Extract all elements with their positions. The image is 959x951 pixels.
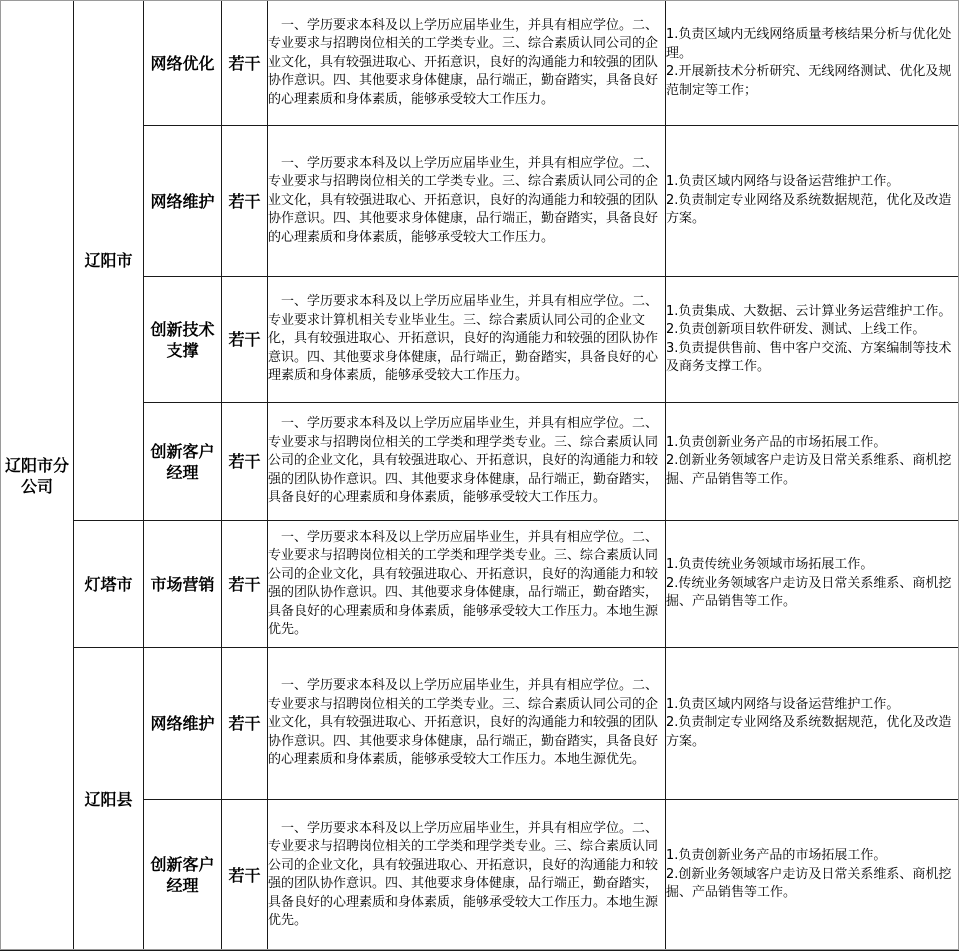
city-cell — [74, 521, 144, 648]
table-row — [1, 126, 959, 277]
duty-line: 1.负责区域内无线网络质量考核结果分析与优化处理。 — [666, 26, 959, 63]
count-cell — [222, 800, 268, 951]
post-count: 若干 — [228, 330, 260, 349]
post-count: 若干 — [228, 714, 260, 733]
post-name: 网络维护 — [150, 714, 214, 733]
duties-cell — [666, 648, 959, 800]
duties-cell — [666, 800, 959, 951]
city-name: 辽阳市 — [84, 251, 132, 270]
duty-line: 2.创新业务领域客户走访及日常关系维系、商机挖掘、产品销售等工作。 — [666, 866, 959, 903]
table-row — [1, 277, 959, 403]
post-name: 市场营销 — [150, 575, 214, 594]
requirements-cell: 一、学历要求本科及以上学历应届毕业生，并具有相应学位。二、专业要求与招聘岗位相关的工学类和理学类专业。三、综合素质认同公司的企业文化，具有较强进取心、开拓意识，良好的沟通能力和较强的团队协作意识。四、其他要求身体健康，品行端正，勤奋踏实，具备良好的心理素质和身体素质，能够承受较大工作压力。本地生源优先。 — [268, 521, 666, 648]
table-row — [1, 403, 959, 521]
post-count: 若干 — [228, 452, 260, 471]
post-count: 若干 — [228, 866, 260, 885]
company-name: 辽阳市分公司 — [5, 456, 69, 496]
city-cell — [74, 1, 144, 521]
city-name: 辽阳县 — [84, 790, 132, 809]
post-count: 若干 — [228, 192, 260, 211]
table-row — [1, 1, 959, 126]
post-name: 网络优化 — [150, 54, 214, 73]
post-cell — [144, 521, 222, 648]
duty-line: 1.负责区域内网络与设备运营维护工作。 — [666, 696, 959, 715]
post-cell — [144, 800, 222, 951]
post-cell — [144, 277, 222, 403]
duty-line: 1.负责区域内网络与设备运营维护工作。 — [666, 173, 959, 192]
requirements-cell: 一、学历要求本科及以上学历应届毕业生，并具有相应学位。二、专业要求与招聘岗位相关的工学类专业。三、综合素质认同公司的企业文化，具有较强进取心、开拓意识，良好的沟通能力和较强的团队协作意识。四、其他要求身体健康，品行端正，勤奋踏实，具备良好的心理素质和身体素质，能够承受较大工作压力。本地生源优先。 — [268, 648, 666, 800]
count-cell — [222, 126, 268, 277]
requirements-cell: 一、学历要求本科及以上学历应届毕业生，并具有相应学位。二、专业要求与招聘岗位相关的工学类和理学类专业。三、综合素质认同公司的企业文化，具有较强进取心、开拓意识，良好的沟通能力和较强的团队协作意识。四、其他要求身体健康，品行端正，勤奋踏实，具备良好的心理素质和身体素质，能够承受较大工作压力。本地生源优先。 — [268, 800, 666, 951]
duty-line: 1.负责创新业务产品的市场拓展工作。 — [666, 434, 959, 453]
duty-line: 2.开展新技术分析研究、无线网络测试、优化及规范制定等工作； — [666, 63, 959, 100]
duties-cell — [666, 126, 959, 277]
post-name: 创新技术支撑 — [150, 320, 214, 360]
city-name: 灯塔市 — [84, 575, 132, 594]
duty-line: 2.负责制定专业网络及系统数据规范，优化及改造方案。 — [666, 714, 959, 751]
post-count: 若干 — [228, 575, 260, 594]
table-row — [1, 800, 959, 951]
post-name: 网络维护 — [150, 192, 214, 211]
count-cell — [222, 1, 268, 126]
duty-line: 1.负责传统业务领域市场拓展工作。 — [666, 556, 959, 575]
duty-line: 2.负责制定专业网络及系统数据规范，优化及改造方案。 — [666, 192, 959, 229]
post-cell — [144, 1, 222, 126]
duties-cell — [666, 277, 959, 403]
duty-line: 1.负责创新业务产品的市场拓展工作。 — [666, 847, 959, 866]
duty-line: 3.负责提供售前、售中客户交流、方案编制等技术及商务支撑工作。 — [666, 340, 959, 377]
post-count: 若干 — [228, 54, 260, 73]
duties-cell — [666, 1, 959, 126]
duty-line: 2.负责创新项目软件研发、测试、上线工作。 — [666, 321, 959, 340]
duties-cell — [666, 403, 959, 521]
post-cell — [144, 403, 222, 521]
count-cell — [222, 648, 268, 800]
duty-line: 2.创新业务领域客户走访及日常关系维系、商机挖掘、产品销售等工作。 — [666, 452, 959, 489]
post-cell — [144, 126, 222, 277]
duties-cell — [666, 521, 959, 648]
table-row — [1, 521, 959, 648]
duty-line: 2.传统业务领域客户走访及日常关系维系、商机挖掘、产品销售等工作。 — [666, 575, 959, 612]
requirements-cell: 一、学历要求本科及以上学历应届毕业生，并具有相应学位。二、专业要求与招聘岗位相关的工学类和理学类专业。三、综合素质认同公司的企业文化，具有较强进取心、开拓意识，良好的沟通能力和较强的团队协作意识。四、其他要求身体健康，品行端正，勤奋踏实，具备良好的心理素质和身体素质，能够承受较大工作压力。 — [268, 403, 666, 521]
city-cell — [74, 648, 144, 951]
count-cell — [222, 277, 268, 403]
count-cell — [222, 521, 268, 648]
requirements-cell: 一、学历要求本科及以上学历应届毕业生，并具有相应学位。二、专业要求与招聘岗位相关的工学类专业。三、综合素质认同公司的企业文化，具有较强进取心、开拓意识，良好的沟通能力和较强的团队协作意识。四、其他要求身体健康，品行端正，勤奋踏实，具备良好的心理素质和身体素质，能够承受较大工作压力。 — [268, 1, 666, 126]
post-cell — [144, 648, 222, 800]
company-cell — [1, 1, 74, 951]
post-name: 创新客户经理 — [150, 855, 214, 895]
table-row — [1, 648, 959, 800]
count-cell — [222, 403, 268, 521]
requirements-cell: 一、学历要求本科及以上学历应届毕业生，并具有相应学位。二、专业要求与招聘岗位相关的工学类专业。三、综合素质认同公司的企业文化，具有较强进取心、开拓意识，良好的沟通能力和较强的团队协作意识。四、其他要求身体健康，品行端正，勤奋踏实，具备良好的心理素质和身体素质，能够承受较大工作压力。 — [268, 126, 666, 277]
post-name: 创新客户经理 — [150, 442, 214, 482]
duty-line: 1.负责集成、大数据、云计算业务运营维护工作。 — [666, 303, 959, 322]
requirements-cell: 一、学历要求本科及以上学历应届毕业生，并具有相应学位。二、专业要求计算机相关专业毕业生。三、综合素质认同公司的企业文化，具有较强进取心、开拓意识，良好的沟通能力和较强的团队协作意识。四、其他要求身体健康，品行端正，勤奋踏实，具备良好的心理素质和身体素质，能够承受较大工作压力。 — [268, 277, 666, 403]
